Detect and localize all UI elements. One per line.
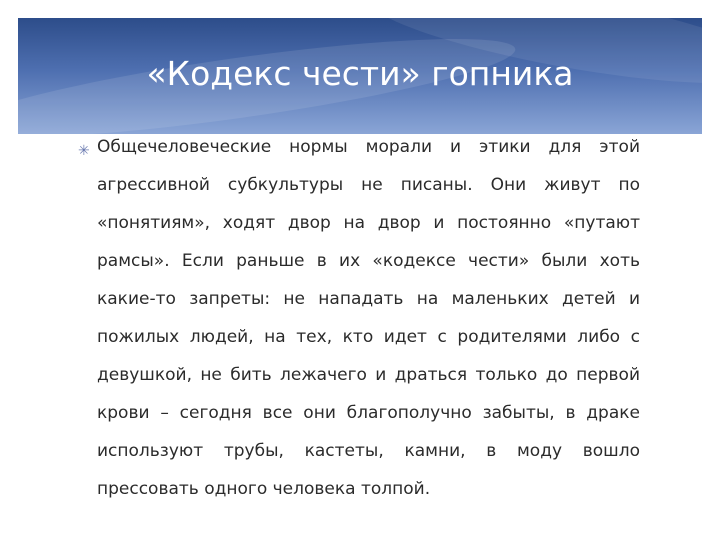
body-paragraph: Общечеловеческие нормы морали и этики для этой агрессивной субкультуры не писаны. Они живут по «понятиям», ходят двор на двор и постоянно «путают рамсы». Если раньше в их «кодексе чести» были хоть какие-то запреты: не нападать на маленьких детей и пожилых людей, на тех, кто идет с родителями либо с девушкой, не бить лежачего и драться только до первой крови – сегодня все они благополучно забыты, в драке используют трубы, кастеты, камни, в моду вошло прессовать одного человека толпой. bbox=[97, 137, 640, 499]
asterisk-bullet-icon: ✳ bbox=[78, 142, 90, 158]
slide-title: «Кодекс чести» гопника bbox=[146, 54, 574, 93]
